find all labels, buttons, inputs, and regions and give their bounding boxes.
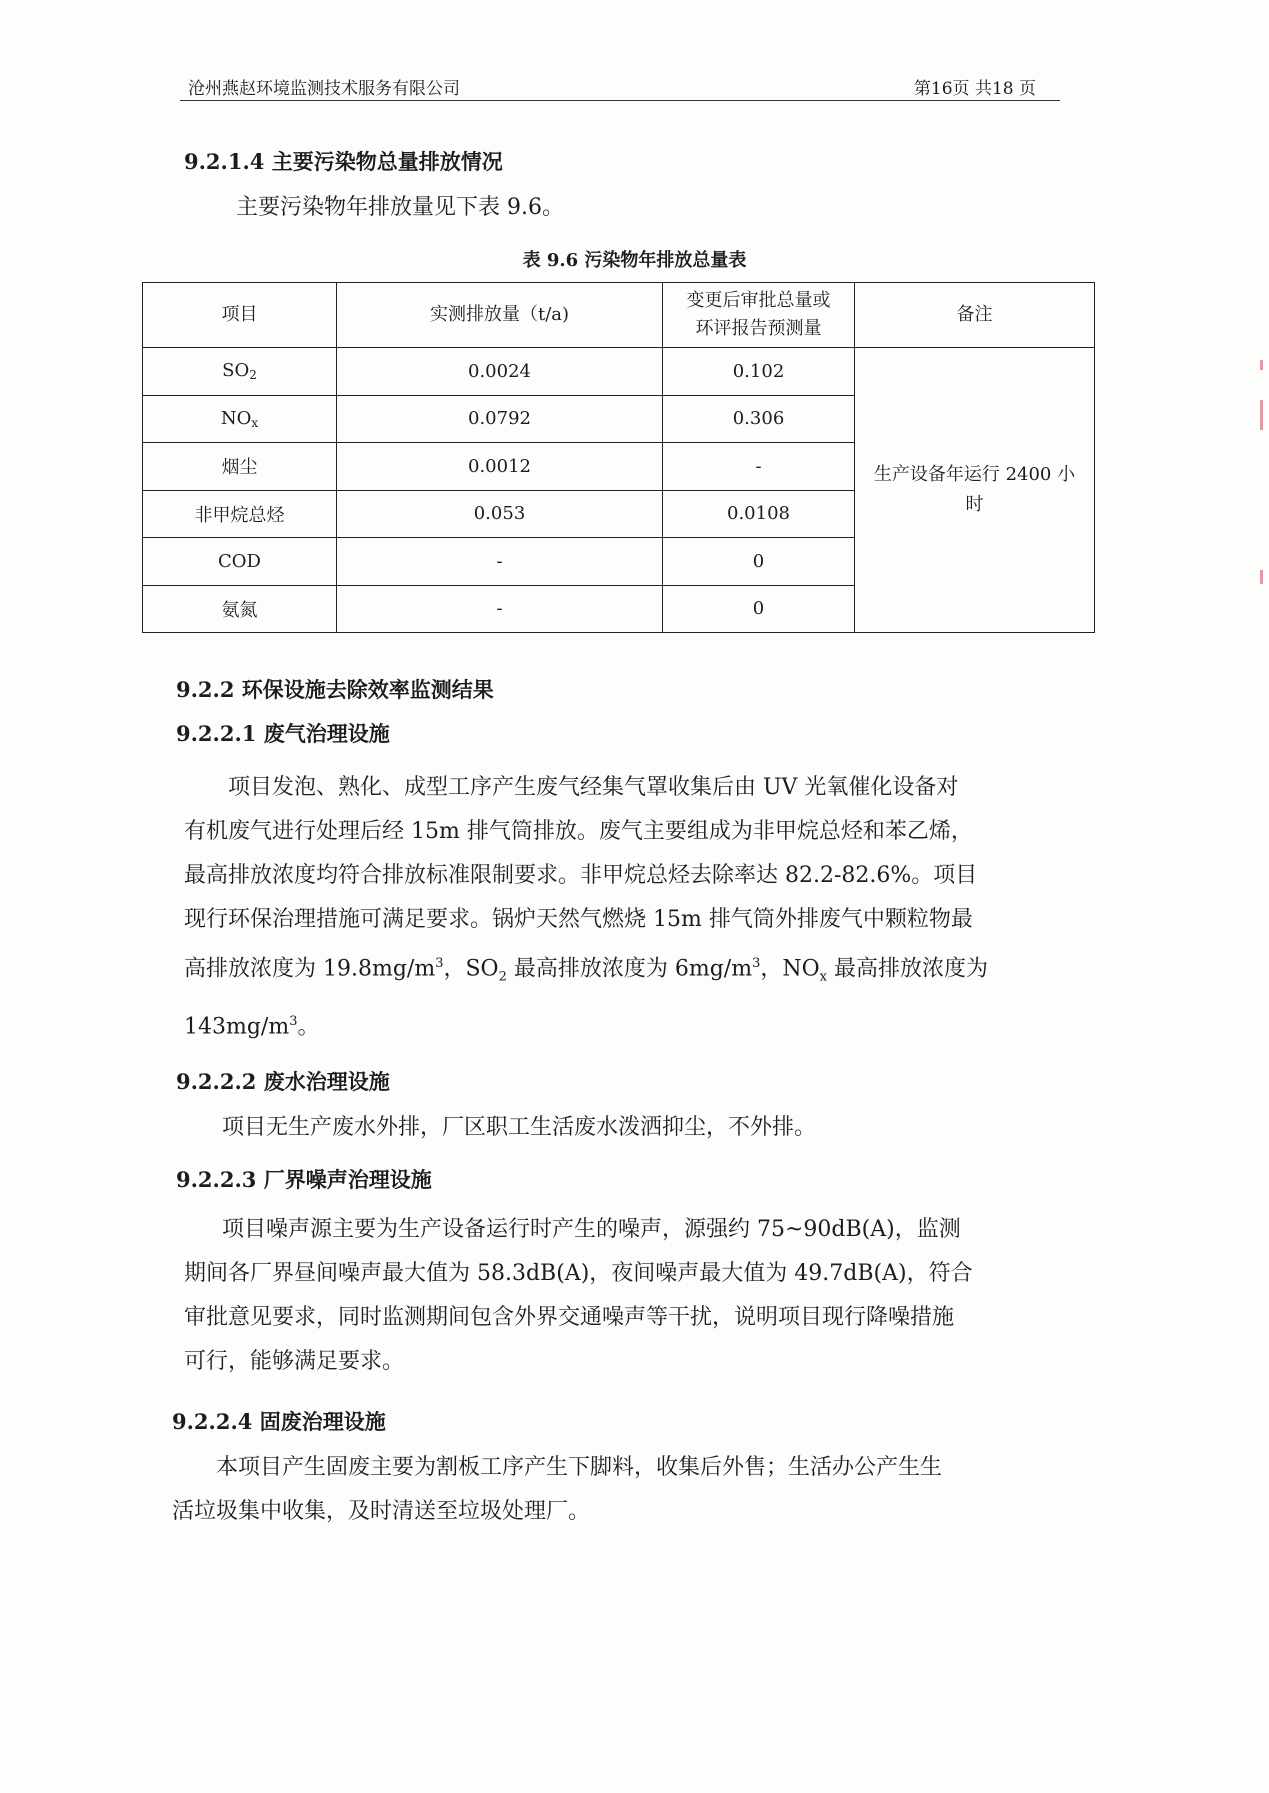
col-header-approved: 变更后审批总量或 环评报告预测量: [663, 283, 855, 348]
paragraph-noise: 项目噪声源主要为生产设备运行时产生的噪声，源强约 75~90dB(A)，监测 期间各厂界昼间噪声最大值为 58.3dB(A)，夜间噪声最大值为 49.7dB(A)，符合 审批意见要求，同时监测期间包含外界交通噪声等干扰，说明项目现行降噪措施 可行，能够满足要求。: [184, 1217, 973, 1374]
cell-approved: 0.102: [663, 348, 855, 396]
col-header-item: 项目: [143, 283, 337, 348]
section-heading-9221: 9.2.2.1 废气治理设施: [176, 721, 390, 746]
cell-item: 氨氮: [143, 585, 337, 633]
cell-approved: -: [663, 443, 855, 491]
col-header-remark: 备注: [855, 283, 1095, 348]
cell-approved: 0.0108: [663, 490, 855, 538]
cell-approved: 0.306: [663, 395, 855, 443]
cell-measured: -: [337, 538, 663, 586]
table-intro: 主要污染物年排放量见下表 9.6。: [236, 195, 564, 220]
cell-measured: 0.053: [337, 490, 663, 538]
section-heading-9223: 9.2.2.3 厂界噪声治理设施: [176, 1167, 432, 1192]
company-name: 沧州燕赵环境监测技术服务有限公司: [188, 79, 460, 99]
section-heading-9222: 9.2.2.2 废水治理设施: [176, 1069, 390, 1094]
cell-measured: -: [337, 585, 663, 633]
cell-item: 烟尘: [143, 443, 337, 491]
table-caption: 表 9.6 污染物年排放总量表: [522, 250, 747, 271]
col-header-measured: 实测排放量（t/a): [337, 283, 663, 348]
paragraph-exhaust: 项目发泡、熟化、成型工序产生废气经集气罩收集后由 UV 光氧催化设备对 有机废气进行处理后经 15m 排气筒排放。废气主要组成为非甲烷总烃和苯乙烯， 最高排放浓度均符合排放标准限制要求。非甲烷总烃去除率达 82.2-82.6%。项目 现行环保治理措施可满足要求。锅炉天然气燃烧 15m 排气筒外排废气中颗粒物最 高排放浓度为 $19.8mg/m^3$，$SO_2$ 最高排放浓度为 $6mg/m^3$，$NO_x$ 最高排放浓度为 $143mg/m^3$。: [184, 775, 988, 1040]
cell-measured: 0.0024: [337, 348, 663, 396]
cell-item: 非甲烷总烃: [143, 490, 337, 538]
paragraph-solidwaste: 本项目产生固废主要为割板工序产生下脚料，收集后外售；生活办公产生生 活垃圾集中收集，及时清送至垃圾处理厂。: [172, 1455, 943, 1524]
cell-item: $SO_2$: [143, 348, 337, 396]
table-header-row: [143, 283, 1095, 348]
cell-measured: 0.0012: [337, 443, 663, 491]
seal-edge-mark: [1260, 570, 1263, 584]
page-number: 第16页 共18 页: [913, 79, 1036, 99]
cell-approved: 0: [663, 538, 855, 586]
section-heading-9214: 9.2.1.4 主要污染物总量排放情况: [184, 149, 503, 174]
cell-remark: 生产设备年运行 2400 小 时: [855, 348, 1095, 633]
page-header: [180, 70, 1060, 101]
cell-approved: 0: [663, 585, 855, 633]
section-heading-9224: 9.2.2.4 固废治理设施: [172, 1409, 386, 1434]
cell-measured: 0.0792: [337, 395, 663, 443]
cell-item: $NO_x$: [143, 395, 337, 443]
seal-edge-mark: [1260, 360, 1263, 370]
section-heading-922: 9.2.2 环保设施去除效率监测结果: [176, 677, 494, 702]
table-row: [143, 348, 1095, 396]
emission-table: [142, 282, 1095, 633]
cell-item: COD: [143, 538, 337, 586]
seal-edge-mark: [1260, 400, 1263, 430]
paragraph-wastewater: 项目无生产废水外排，厂区职工生活废水泼洒抑尘，不外排。: [222, 1115, 817, 1140]
